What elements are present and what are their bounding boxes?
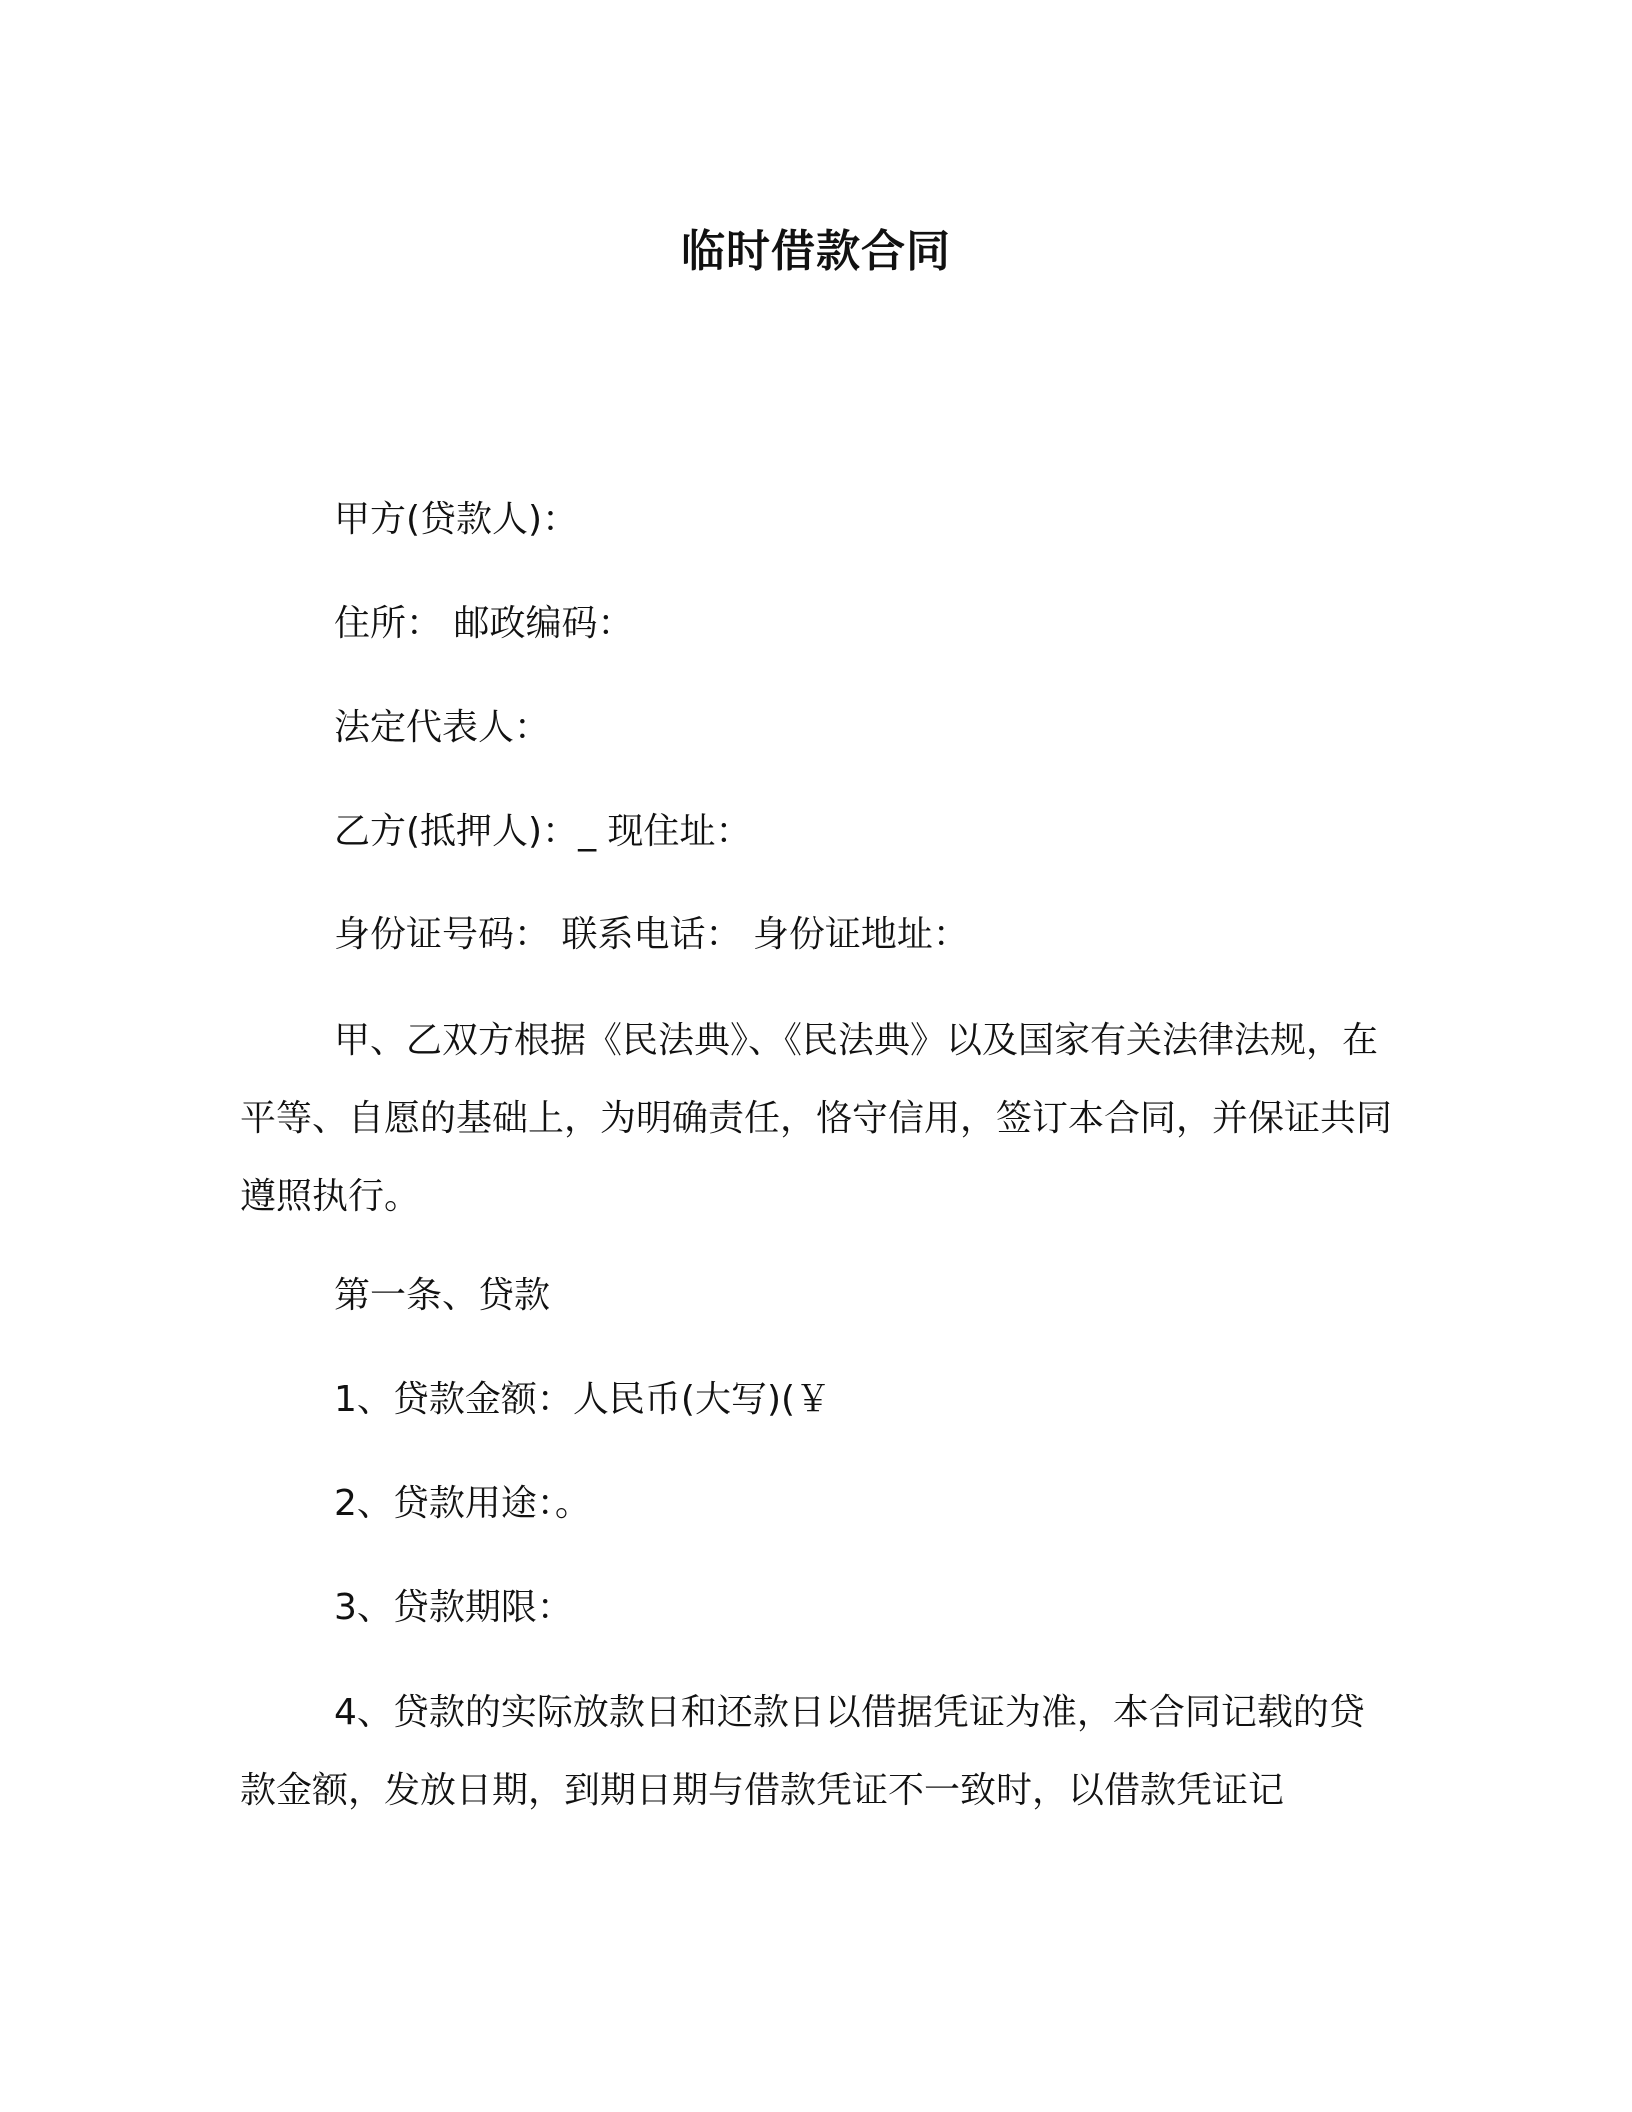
party-b-line: 乙方(抵押人)：_ 现住址：: [334, 811, 752, 852]
article-1-heading: 第一条、贷款: [334, 1275, 551, 1316]
party-a-line: 甲方(贷款人)：: [334, 499, 579, 540]
residence-line: 住所： 邮政编码：: [334, 603, 634, 644]
preamble-paragraph: 甲、乙双方根据《民法典》、《民法典》以及国家有关法律法规，在平等、自愿的基础上，为明确责任，恪守信用，签订本合同，并保证共同遵照执行。: [240, 1020, 1393, 1217]
id-contact-line: 身份证号码： 联系电话： 身份证地址：: [334, 914, 969, 955]
loan-amount-item: 1、贷款金额：人民币(大写)(￥: [334, 1379, 832, 1420]
legal-representative-line: 法定代表人：: [334, 707, 551, 748]
loan-dates-paragraph: 4、贷款的实际放款日和还款日以借据凭证为准，本合同记载的贷款金额，发放日期，到期日期与借款凭证不一致时，以借款凭证记: [240, 1692, 1365, 1811]
loan-purpose-item: 2、贷款用途：。: [334, 1483, 591, 1524]
document-title: 临时借款合同: [681, 226, 951, 277]
loan-term-item: 3、贷款期限：: [334, 1587, 573, 1628]
